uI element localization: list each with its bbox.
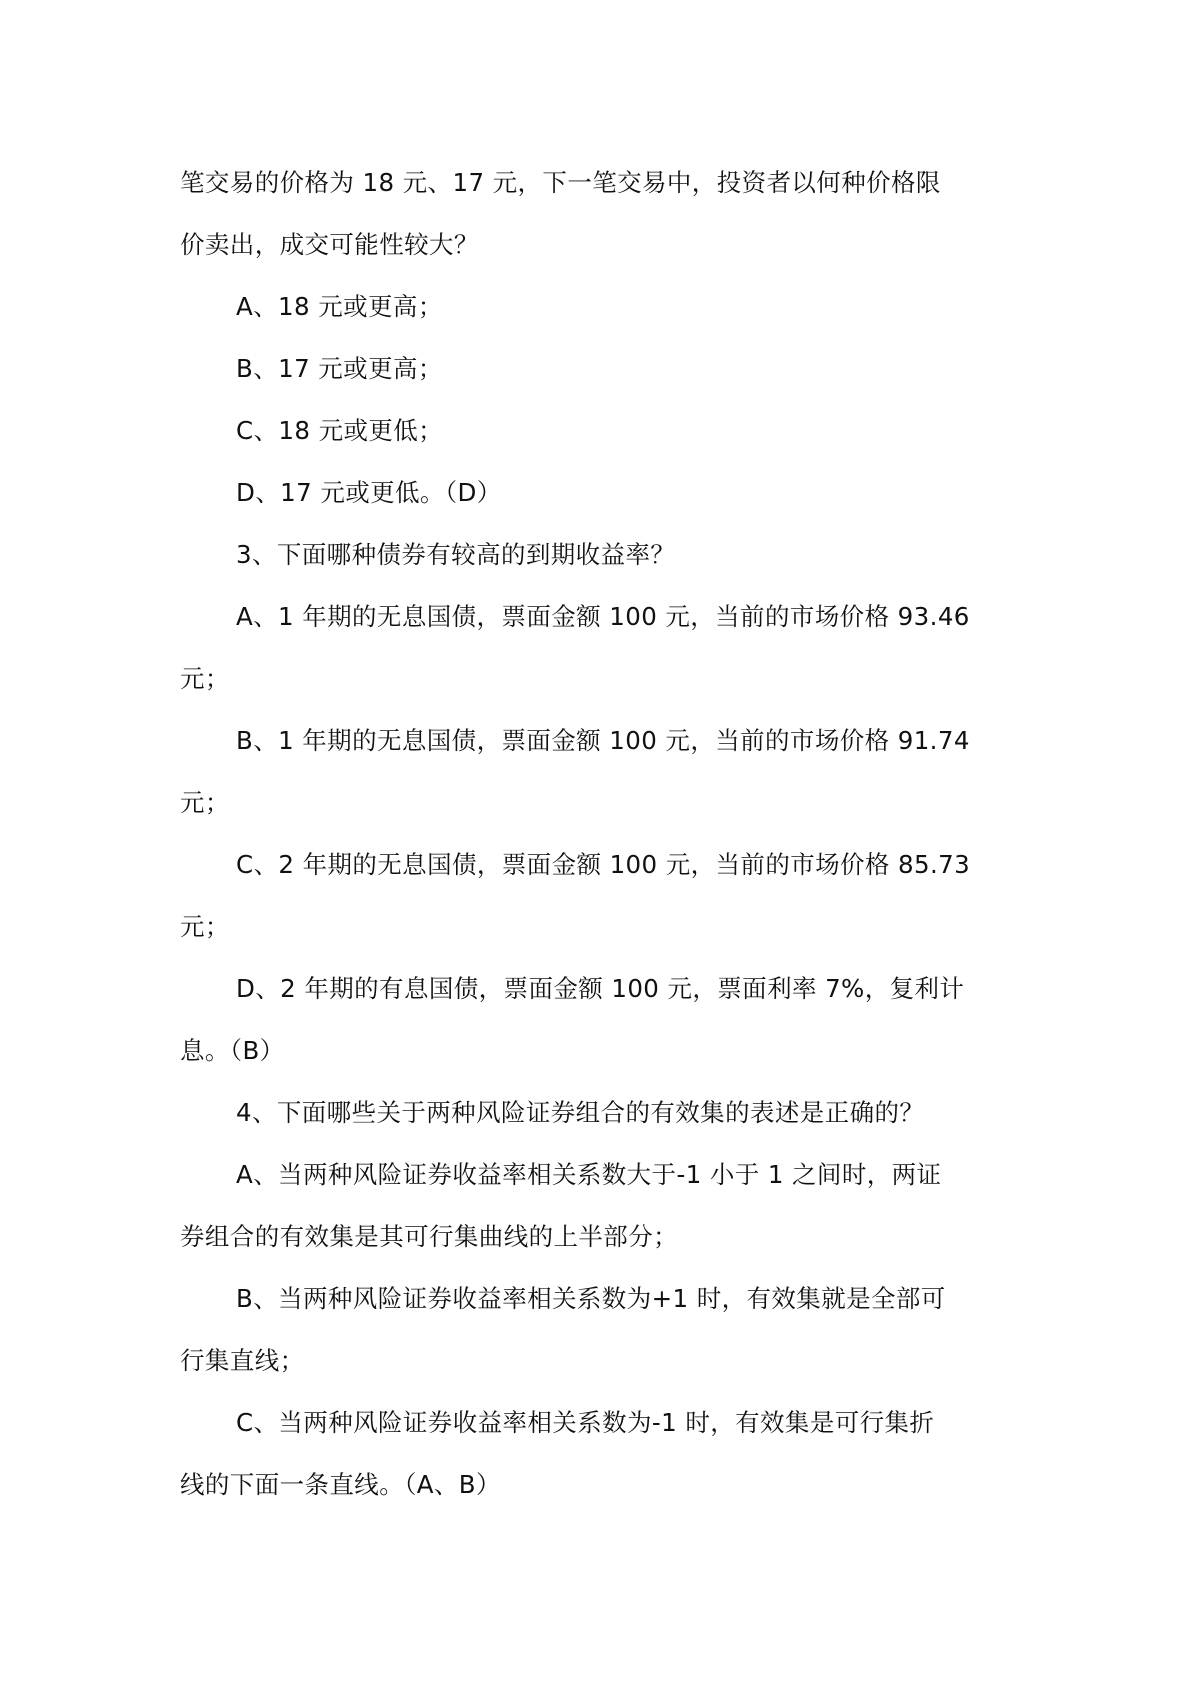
q4-option-b-line-1: B、当两种风险证券收益率相关系数为+1 时，有效集就是全部可 [236,1284,946,1313]
q3-option-b-line-2: 元； [180,788,230,817]
question-3-title: 3、下面哪种债券有较高的到期收益率？ [236,540,676,569]
document-body [180,152,1010,1516]
q3-option-d-line-2: 息。（B） [180,1036,285,1065]
q3-option-a-line-1: A、1 年期的无息国债，票面金额 100 元，当前的市场价格 93.46 [236,602,970,631]
text-line-2: 价卖出，成交可能性较大？ [180,230,479,259]
text-line-1: 笔交易的价格为 18 元、17 元，下一笔交易中，投资者以何种价格限 [180,168,941,197]
option-a-line: A、18 元或更高； [236,292,443,321]
q3-option-b-line-1: B、1 年期的无息国债，票面金额 100 元，当前的市场价格 91.74 [236,726,970,755]
q4-option-c-line-2: 线的下面一条直线。（A、B） [180,1470,501,1499]
question-4-title: 4、下面哪些关于两种风险证券组合的有效集的表述是正确的？ [236,1098,925,1127]
q4-option-c-line-1: C、当两种风险证券收益率相关系数为-1 时，有效集是可行集折 [236,1408,935,1437]
option-c-line: C、18 元或更低； [236,416,444,445]
option-b-line: B、17 元或更高； [236,354,443,383]
q4-option-a-line-2: 券组合的有效集是其可行集曲线的上半部分； [180,1222,678,1251]
q4-option-b-line-2: 行集直线； [180,1346,305,1375]
q3-option-a-line-2: 元； [180,664,230,693]
q3-option-c-line-2: 元； [180,912,230,941]
q4-option-a-line-1: A、当两种风险证券收益率相关系数大于-1 小于 1 之间时，两证 [236,1160,942,1189]
q3-option-d-line-1: D、2 年期的有息国债，票面金额 100 元，票面利率 7%，复利计 [236,974,965,1003]
option-d-line: D、17 元或更低。（D） [236,478,502,507]
q3-option-c-line-1: C、2 年期的无息国债，票面金额 100 元，当前的市场价格 85.73 [236,850,971,879]
